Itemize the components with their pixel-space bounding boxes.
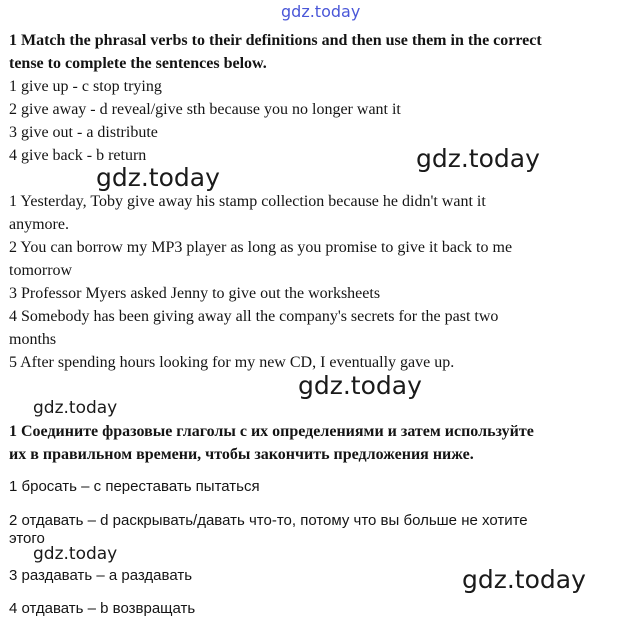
task-title-ru-line2: их в правильном времени, чтобы закончить предложения ниже. xyxy=(9,446,474,463)
ru-item: этого xyxy=(9,530,45,547)
match-item: 4 give back - b return xyxy=(9,147,147,164)
watermark: gdz.today xyxy=(298,371,422,400)
sentence-line: tomorrow xyxy=(9,262,73,279)
sentence-line: 1 Yesterday, Toby give away his stamp collection because he didn't want it xyxy=(9,193,486,210)
task-title-en-line1: 1 Match the phrasal verbs to their definitions and then use them in the correct xyxy=(9,32,542,49)
ru-item: 1 бросать – с переставать пытаться xyxy=(9,478,260,495)
ru-item: 3 раздавать – а раздавать xyxy=(9,567,193,584)
watermark: gdz.today xyxy=(462,565,586,594)
watermark: gdz.today xyxy=(33,544,118,564)
watermark: gdz.today xyxy=(33,398,118,418)
ru-item: 4 отдавать – b возвращать xyxy=(9,600,196,617)
watermark-top: gdz.today xyxy=(281,2,361,21)
watermark: gdz.today xyxy=(416,144,540,173)
sentence-line: months xyxy=(9,331,57,348)
match-item: 2 give away - d reveal/give sth because you no longer want it xyxy=(9,101,401,118)
task-title-en-line2: tense to complete the sentences below. xyxy=(9,55,267,72)
sentence-line: 4 Somebody has been giving away all the company's secrets for the past two xyxy=(9,308,499,325)
sentence-line: 2 You can borrow my MP3 player as long as you promise to give it back to me xyxy=(9,239,513,256)
sentence-line: 3 Professor Myers asked Jenny to give out the worksheets xyxy=(9,285,381,302)
watermark: gdz.today xyxy=(96,163,220,192)
sentence-line: anymore. xyxy=(9,216,69,233)
match-item: 3 give out - a distribute xyxy=(9,124,158,141)
sentence-line: 5 After spending hours looking for my new CD, I eventually gave up. xyxy=(9,354,455,371)
task-title-ru-line1: 1 Соедините фразовые глаголы с их определениями и затем используйте xyxy=(9,423,534,440)
match-item: 1 give up - c stop trying xyxy=(9,78,162,95)
ru-item: 2 отдавать – d раскрывать/давать что-то, потому что вы больше не хотите xyxy=(9,512,528,529)
